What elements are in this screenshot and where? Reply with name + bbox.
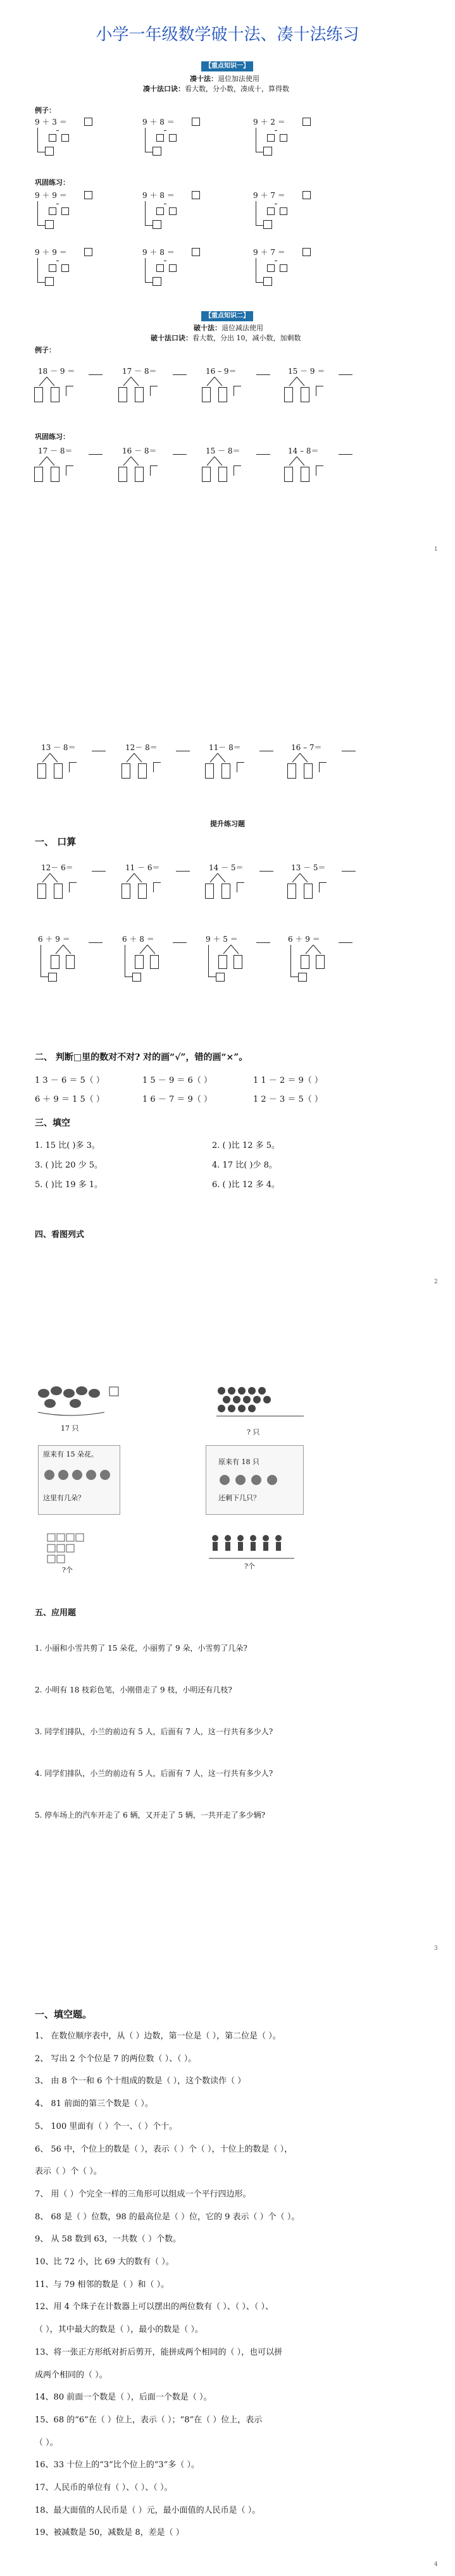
split-box	[54, 884, 63, 899]
split-box	[218, 467, 227, 482]
judge-item: 6 ＋ 9 ＝ 1 5（ ）	[35, 1095, 104, 1104]
section2-method: 破十法：退位减法使用	[194, 324, 263, 332]
split-box	[301, 955, 309, 969]
judge-label: 二、 判断□里的数对不对? 对的画“√”，错的画“×”。	[35, 1052, 248, 1063]
sum-box	[263, 277, 272, 286]
part4-item: 11、与 79 相邻的数是（ ）和（ ）。	[35, 2279, 170, 2289]
answer-box	[302, 191, 311, 199]
apply-item: 1. 小丽和小雪共剪了 15 朵花，小丽剪了 9 朵，小雪剪了几朵?	[35, 1644, 247, 1653]
part4-item: 8、 68 是（ ）位数，98 的最高位是（ ）位，它的 9 表示（ ）个（ ）。	[35, 2212, 300, 2222]
split-box	[280, 264, 287, 272]
split-box	[135, 467, 144, 482]
part4-item: 18、最大面值的人民币是（ ）元，最小面值的人民币是（ ）。	[35, 2505, 261, 2515]
split-box	[221, 763, 230, 779]
part4-item: 15、68 的“6”在（ ）位上，表示（ ）；“8”在（ ）位上，表示	[35, 2415, 263, 2425]
answer-box	[192, 248, 200, 256]
answer-box	[84, 248, 92, 256]
split-branch	[301, 944, 345, 956]
split-branch	[290, 752, 315, 765]
split-box	[267, 264, 275, 272]
improve-title: 提升练习题	[210, 820, 245, 828]
animals-caption: 原来有 18 只	[218, 1458, 259, 1466]
split-box	[280, 207, 287, 215]
picture-label: 四、看图列式	[35, 1230, 85, 1240]
split-box	[122, 763, 130, 779]
equation-text: 13 － 5＝	[291, 863, 326, 872]
split-box	[34, 467, 43, 482]
equation-text: 9 ＋ 8 ＝	[142, 118, 175, 126]
animals-icon	[215, 1470, 297, 1489]
equation-text: 9 ＋ 7 ＝	[253, 248, 285, 257]
sum-box	[48, 973, 57, 982]
bracket-line	[37, 282, 45, 283]
split-box	[304, 884, 313, 899]
section1-rhyme: 凑十法口诀：看大数，分小数，凑成十，算得数	[143, 85, 289, 93]
answer-line	[173, 374, 187, 375]
part4-label: 一、填空题。	[35, 2009, 92, 2020]
apply-label: 五、应用题	[35, 1608, 77, 1618]
bracket-line	[145, 128, 146, 152]
fill-item: 5. ( )比 19 多 1。	[35, 1180, 103, 1190]
split-box	[49, 134, 56, 142]
answer-line	[339, 942, 352, 943]
birds-icon	[35, 1382, 130, 1420]
part4-item: 2、 写出 2 个个位是 7 的两位数（ ）、（ ）。	[35, 2054, 197, 2064]
split-branch	[135, 944, 179, 956]
split-box	[54, 763, 63, 779]
bracket-line	[153, 762, 161, 763]
bracket-line	[69, 762, 70, 772]
bracket-line	[37, 128, 38, 152]
split-box	[267, 207, 275, 215]
bracket-line	[150, 386, 151, 396]
picture-birds	[35, 1382, 130, 1420]
bracket-line	[153, 882, 161, 883]
split-branch	[37, 376, 62, 388]
answer-line	[259, 871, 273, 872]
equation-text: 11－ 8＝	[209, 743, 241, 752]
section1-method: 凑十法：退位加法使用	[190, 75, 259, 83]
part4-item: 14、80 前面一个数是（ ），后面一个数是（ ）。	[35, 2393, 212, 2403]
equation-text: 17 － 8＝	[122, 367, 157, 376]
judge-item: 1 6 － 7 ＝ 9（ ）	[142, 1095, 212, 1104]
answer-box	[192, 191, 200, 199]
split-branch	[121, 455, 146, 468]
fill-item: 3. ( )比 20 少 5。	[35, 1161, 103, 1170]
animals-question: 还剩下几只？	[218, 1494, 260, 1502]
bracket-line	[145, 225, 153, 226]
branch-line	[275, 130, 277, 131]
judge-item: 1 3 － 6 ＝ 5（ ）	[35, 1076, 104, 1085]
equation-text: 6 ＋ 9 ＝	[288, 935, 320, 944]
brace-label-2: ? 只	[247, 1428, 260, 1436]
bracket-line	[150, 465, 158, 466]
split-box	[37, 763, 46, 779]
bracket-line	[290, 945, 291, 977]
answer-box	[192, 118, 200, 126]
split-branch	[287, 376, 312, 388]
page-number: 4	[434, 2561, 438, 2568]
split-branch	[37, 455, 62, 468]
part4-item: （ ），其中最大的数是（ ），最小的数是（ ）。	[35, 2325, 203, 2335]
brace-label-5: ?个	[62, 1566, 73, 1574]
sum-box	[216, 973, 225, 982]
sum-box	[263, 147, 272, 156]
split-box	[284, 467, 293, 482]
split-box	[218, 387, 227, 402]
page-title: 小学一年级数学破十法、凑十法练习	[96, 25, 359, 44]
page-number: 1	[434, 546, 438, 553]
split-box	[284, 387, 293, 402]
answer-line	[173, 942, 187, 943]
bracket-line	[319, 882, 327, 883]
split-box	[169, 264, 177, 272]
fill-item: 6. ( )比 12 多 4。	[212, 1180, 280, 1190]
bracket-line	[37, 258, 38, 282]
fill-item: 4. 17 比( )少 8。	[212, 1161, 277, 1170]
apply-item: 2. 小明有 18 枝彩色笔，小刚借走了 9 枝，小明还有几枝?	[35, 1685, 232, 1694]
bracket-line	[37, 225, 45, 226]
judge-item: 1 5 － 9 ＝ 6（ ）	[142, 1076, 212, 1085]
split-branch	[204, 455, 230, 468]
bracket-line	[69, 882, 70, 892]
bracket-line	[145, 282, 153, 283]
split-box	[202, 387, 211, 402]
equation-text: 14 – 8＝	[288, 447, 319, 455]
split-box	[61, 134, 69, 142]
equation-text: 9 ＋ 5 ＝	[206, 935, 238, 944]
bracket-line	[256, 225, 263, 226]
bracket-line	[153, 762, 154, 772]
split-box	[138, 763, 147, 779]
part4-item: 9、 从 58 数到 63，一共数（ ）个数。	[35, 2234, 182, 2245]
answer-line	[176, 871, 190, 872]
answer-box	[302, 118, 311, 126]
answer-line	[256, 454, 270, 455]
split-box	[205, 763, 214, 779]
split-box	[118, 387, 127, 402]
equation-text: 16 － 8＝	[122, 447, 157, 455]
split-branch	[218, 944, 263, 956]
part4-item: 1、 在数位顺序表中，从（ ）边数，第一位是（ ），第二位是（ ）。	[35, 2031, 281, 2041]
flowers-icon	[42, 1462, 118, 1488]
split-box	[122, 884, 130, 899]
split-branch	[51, 944, 95, 956]
apply-item: 5. 停车场上的汽车开走了 6 辆，又开走了 5 辆，一共开走了多少辆?	[35, 1811, 266, 1820]
bracket-line	[69, 882, 77, 883]
sum-box	[263, 220, 272, 229]
section1-badge: 【重点知识一】	[201, 61, 253, 71]
split-branch	[124, 752, 149, 765]
equation-text: 6 ＋ 9 ＝	[38, 935, 70, 944]
answer-line	[89, 942, 103, 943]
part4-item: 成两个相同的（ ）。	[35, 2370, 108, 2380]
part4-item: 13、将一张正方形纸对折后剪开，能拼成两个相同的（ ），也可以拼	[35, 2347, 283, 2357]
example-label: 例子：	[35, 106, 56, 114]
split-box	[51, 387, 59, 402]
equation-text: 9 ＋ 2 ＝	[253, 118, 285, 126]
equation-text: 9 ＋ 9 ＝	[35, 248, 67, 257]
branch-line	[164, 130, 166, 131]
fill-label: 三、填空	[35, 1118, 70, 1128]
equation-text: 14 － 5＝	[209, 863, 244, 872]
split-box	[150, 955, 159, 969]
picture-cubes	[44, 1531, 120, 1575]
split-box	[61, 264, 69, 272]
picture-pandas	[209, 1382, 316, 1426]
answer-line	[89, 454, 103, 455]
bracket-line	[237, 762, 244, 763]
answer-line	[92, 871, 106, 872]
split-box	[51, 955, 59, 969]
split-box	[156, 264, 164, 272]
equation-text: 11 － 6＝	[125, 863, 160, 872]
equation-text: 12－ 8＝	[125, 743, 158, 752]
section2-badge: 【重点知识二】	[201, 311, 253, 321]
equation-text: 9 ＋ 8 ＝	[142, 248, 175, 257]
judge-item: 1 2 － 3 ＝ 5（ ）	[253, 1095, 323, 1104]
split-box	[37, 884, 46, 899]
split-branch	[40, 752, 65, 765]
split-box	[301, 387, 309, 402]
brace-label-1: 17 只	[61, 1424, 79, 1433]
equation-text: 15 － 9 ＝	[288, 367, 325, 376]
bracket-line	[153, 882, 154, 892]
answer-box	[302, 248, 311, 256]
fill-item: 2. ( )比 12 多 5。	[212, 1141, 280, 1150]
split-box	[135, 387, 144, 402]
equation-text: 16 – 9＝	[206, 367, 237, 376]
split-box	[202, 467, 211, 482]
split-branch	[204, 376, 230, 388]
part4-item: 17、人民币的单位有（ ）、（ ）、（ ）。	[35, 2483, 173, 2493]
sum-box	[45, 277, 54, 286]
sum-box	[45, 147, 54, 156]
answer-line	[173, 454, 187, 455]
bracket-line	[208, 945, 209, 977]
split-box	[138, 884, 147, 899]
example-label-2: 例子：	[35, 346, 56, 354]
sum-box	[153, 147, 161, 156]
bracket-line	[234, 465, 241, 466]
equation-text: 12－ 6＝	[41, 863, 73, 872]
flowers-question: 这里有几朵？	[43, 1494, 85, 1502]
sum-box	[153, 277, 161, 286]
equation-text: 9 ＋ 7 ＝	[253, 191, 285, 200]
split-box	[51, 467, 59, 482]
equation-text: 6 ＋ 8 ＝	[122, 935, 154, 944]
split-box	[169, 207, 177, 215]
oral-label: 一、 口算	[35, 836, 77, 847]
split-branch	[208, 752, 233, 765]
split-box	[49, 207, 56, 215]
part4-item: 16、33 十位上的“3”比个位上的“3”多（ ）。	[35, 2460, 199, 2470]
bracket-line	[145, 258, 146, 282]
bracket-line	[319, 762, 320, 772]
answer-box	[84, 191, 92, 199]
sum-box	[45, 220, 54, 229]
answer-line	[256, 942, 270, 943]
split-branch	[124, 872, 149, 885]
part4-item: 6、 56 中，个位上的数是（ ），表示（ ）个（ ），十位上的数是（ ），	[35, 2144, 293, 2154]
split-box	[205, 884, 214, 899]
practice-label: 巩固练习：	[35, 178, 70, 187]
equation-text: 16 – 7＝	[291, 743, 322, 752]
split-box	[267, 134, 275, 142]
part4-item: （ ）。	[35, 2437, 58, 2448]
split-box	[135, 955, 144, 969]
split-box	[301, 467, 309, 482]
split-box	[316, 955, 325, 969]
page-number: 3	[434, 1945, 438, 1952]
bracket-line	[66, 465, 73, 466]
equation-text: 9 ＋ 9 ＝	[35, 191, 67, 200]
part4-item: 10、比 72 小，比 69 大的数有（ ）。	[35, 2257, 174, 2267]
bracket-line	[145, 201, 146, 225]
practice-label-2: 巩固练习：	[35, 433, 70, 441]
bracket-line	[69, 762, 77, 763]
section2-rhyme: 破十法口诀：看大数，分出 10，减小数，加剩数	[151, 334, 301, 342]
split-branch	[287, 455, 312, 468]
split-box	[66, 955, 75, 969]
sum-box	[132, 973, 141, 982]
part4-item: 4、 81 前面的第三个数是（ ）。	[35, 2099, 153, 2109]
split-box	[156, 134, 164, 142]
animals-icon	[209, 1382, 316, 1426]
answer-line	[339, 374, 352, 375]
bracket-line	[319, 762, 327, 763]
bracket-line	[237, 882, 244, 883]
judge-item: 1 1 － 2 ＝ 9（ ）	[253, 1076, 323, 1085]
apply-item: 4. 同学们排队，小兰的前边有 5 人，后面有 7 人，这一行共有多少人?	[35, 1769, 273, 1778]
split-branch	[290, 872, 315, 885]
split-branch	[208, 872, 233, 885]
split-box	[221, 884, 230, 899]
split-box	[49, 264, 56, 272]
bracket-line	[37, 201, 38, 225]
answer-line	[342, 871, 356, 872]
split-box	[218, 955, 227, 969]
fill-item: 1. 15 比( )多 3。	[35, 1141, 100, 1150]
cubes-icon	[44, 1531, 120, 1575]
split-box	[118, 467, 127, 482]
part4-item: 3、 由 8 个一和 6 个十组成的数是（ ），这个数读作（ ）	[35, 2076, 246, 2086]
equation-text: 15 － 8＝	[206, 447, 240, 455]
split-box	[34, 387, 43, 402]
split-box	[234, 955, 242, 969]
sum-box	[298, 973, 307, 982]
bracket-line	[316, 465, 323, 466]
split-branch	[121, 376, 146, 388]
split-box	[156, 207, 164, 215]
flowers-caption: 原来有 15 朵花。	[43, 1450, 98, 1458]
part4-item: 表示（ ）个（ ）。	[35, 2167, 102, 2177]
answer-box	[84, 118, 92, 126]
part4-item: 5、 100 里面有（ ）个一、（ ）个十。	[35, 2121, 178, 2131]
split-box	[287, 763, 296, 779]
page-number: 2	[434, 1279, 438, 1285]
equation-text: 18 － 9 ＝	[38, 367, 75, 376]
brace-label-3: ?个	[244, 1562, 255, 1570]
split-box	[169, 134, 177, 142]
bracket-line	[150, 465, 151, 476]
answer-line	[339, 454, 352, 455]
part4-item: 12、用 4 个珠子在计数器上可以摆出的两位数有（ ）、（ ）、（ ）、	[35, 2302, 273, 2312]
sum-box	[153, 220, 161, 229]
bracket-line	[256, 282, 263, 283]
split-box	[304, 763, 313, 779]
equation-text: 17 － 8＝	[38, 447, 73, 455]
split-branch	[40, 872, 65, 885]
part4-item: 19、被减数是 50，减数是 8，差是（ ）	[35, 2528, 184, 2538]
apply-item: 3. 同学们排队，小兰的前边有 5 人，后面有 7 人，这一行共有多少人?	[35, 1727, 273, 1736]
split-box	[61, 207, 69, 215]
bracket-line	[319, 882, 320, 892]
equation-text: 9 ＋ 8 ＝	[142, 191, 175, 200]
answer-line	[89, 374, 103, 375]
equation-text: 9 ＋ 3 ＝	[35, 118, 67, 126]
split-box	[280, 134, 287, 142]
split-box	[287, 884, 296, 899]
part4-item: 7、 用（ ）个完全一样的三角形可以组成一个平行四边形。	[35, 2189, 251, 2199]
equation-text: 13 － 8＝	[41, 743, 76, 752]
branch-line	[56, 130, 59, 131]
answer-line	[256, 374, 270, 375]
